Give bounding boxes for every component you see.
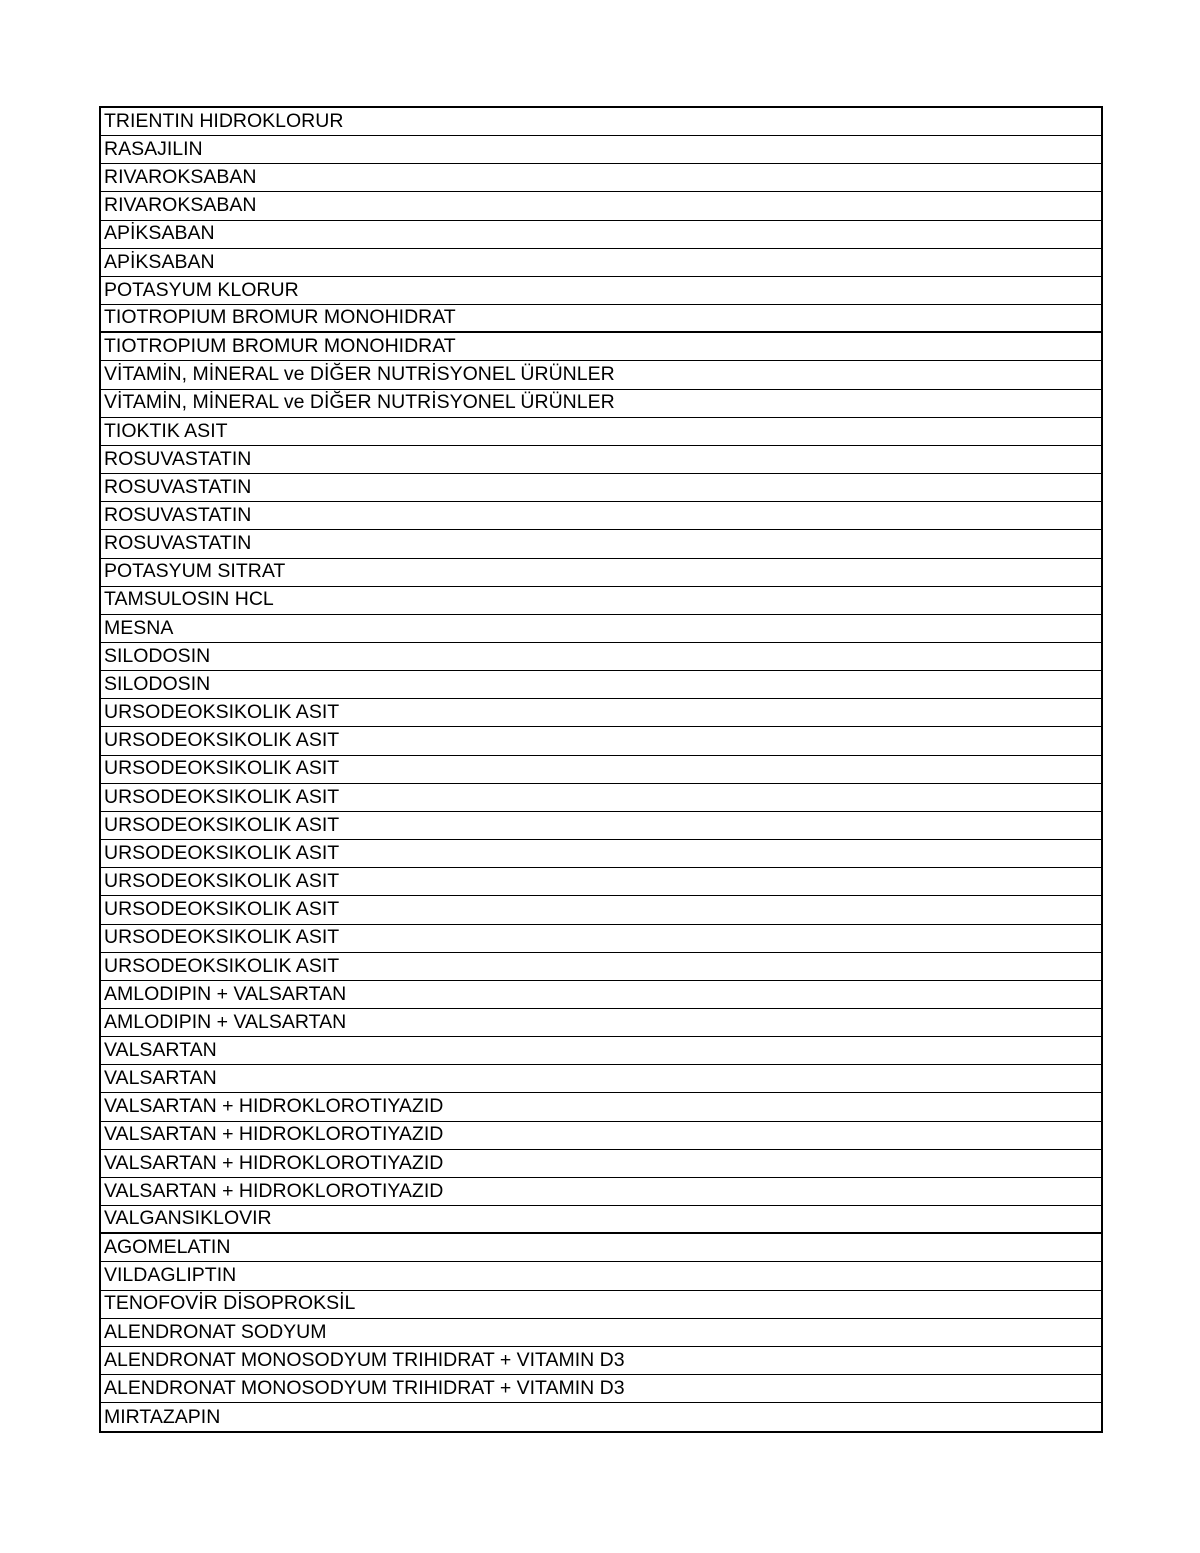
table-cell: VİTAMİN, MİNERAL ve DİĞER NUTRİSYONEL ÜRÜNLER <box>104 363 615 386</box>
table-cell: ALENDRONAT MONOSODYUM TRIHIDRAT + VITAMIN D3 <box>104 1376 625 1399</box>
table-row <box>101 559 1101 587</box>
table-row <box>101 1009 1101 1037</box>
table-row <box>101 587 1101 615</box>
table-row <box>101 727 1101 755</box>
table-cell: VALSARTAN <box>104 1038 217 1061</box>
table-cell: VALSARTAN + HIDROKLOROTIYAZID <box>104 1151 444 1174</box>
table-row <box>101 1178 1101 1206</box>
table-row <box>101 249 1101 277</box>
table-row <box>101 390 1101 418</box>
table-cell: URSODEOKSIKOLIK ASIT <box>104 954 340 977</box>
table-row <box>101 756 1101 784</box>
table-row <box>101 1234 1101 1262</box>
table-cell: AMLODIPIN + VALSARTAN <box>104 1010 347 1033</box>
table-row <box>101 192 1101 220</box>
table-row <box>101 812 1101 840</box>
table-row <box>101 699 1101 727</box>
table-row <box>101 1065 1101 1093</box>
table-cell: URSODEOKSIKOLIK ASIT <box>104 813 340 836</box>
table-row <box>101 1150 1101 1178</box>
table-row <box>101 1093 1101 1121</box>
table-cell: VALSARTAN <box>104 1067 217 1090</box>
table-row <box>101 671 1101 699</box>
table-cell: TIOTROPIUM BROMUR MONOHIDRAT <box>104 335 456 358</box>
table-cell: ALENDRONAT MONOSODYUM TRIHIDRAT + VITAMIN D3 <box>104 1348 625 1371</box>
table-row <box>101 1403 1101 1431</box>
table-cell: SILODOSIN <box>104 644 211 667</box>
table-row <box>101 305 1101 333</box>
table-cell: VALSARTAN + HIDROKLOROTIYAZID <box>104 1095 444 1118</box>
table-cell: URSODEOKSIKOLIK ASIT <box>104 870 340 893</box>
table-cell: TIOTROPIUM BROMUR MONOHIDRAT <box>104 306 456 329</box>
table-cell: AGOMELATIN <box>104 1236 231 1259</box>
table-row <box>101 1347 1101 1375</box>
table-row <box>101 1291 1101 1319</box>
table-cell: VALSARTAN + HIDROKLOROTIYAZID <box>104 1179 444 1202</box>
table-row <box>101 1037 1101 1065</box>
table-row <box>101 868 1101 896</box>
table-row <box>101 615 1101 643</box>
table-cell: RASAJILIN <box>104 137 203 160</box>
table-row <box>101 418 1101 446</box>
table-cell: VALSARTAN + HIDROKLOROTIYAZID <box>104 1123 444 1146</box>
table-cell: URSODEOKSIKOLIK ASIT <box>104 729 340 752</box>
table-row <box>101 925 1101 953</box>
table-cell: SILODOSIN <box>104 672 211 695</box>
table-row <box>101 784 1101 812</box>
table-row <box>101 446 1101 474</box>
table-row <box>101 530 1101 558</box>
table-cell: URSODEOKSIKOLIK ASIT <box>104 785 340 808</box>
table-cell: ROSUVASTATIN <box>104 504 252 527</box>
table-cell: TIOKTIK ASIT <box>104 419 228 442</box>
table-cell: VİTAMİN, MİNERAL ve DİĞER NUTRİSYONEL ÜRÜNLER <box>104 391 615 414</box>
table-cell: APİKSABAN <box>104 250 215 273</box>
table-row <box>101 108 1101 136</box>
table-cell: VILDAGLIPTIN <box>104 1264 237 1287</box>
table-row <box>101 896 1101 924</box>
table-cell: RIVAROKSABAN <box>104 166 257 189</box>
table-row <box>101 164 1101 192</box>
table-cell: TENOFOVİR DİSOPROKSİL <box>104 1292 356 1315</box>
table-cell: POTASYUM KLORUR <box>104 278 299 301</box>
table-row <box>101 502 1101 530</box>
table-cell: ALENDRONAT SODYUM <box>104 1320 327 1343</box>
table-row <box>101 361 1101 389</box>
table-row <box>101 953 1101 981</box>
table-cell: URSODEOKSIKOLIK ASIT <box>104 757 340 780</box>
table-row <box>101 1319 1101 1347</box>
table-cell: URSODEOKSIKOLIK ASIT <box>104 898 340 921</box>
table-row <box>101 333 1101 361</box>
table-cell: ROSUVASTATIN <box>104 447 252 470</box>
table-row <box>101 221 1101 249</box>
table-cell: VALGANSIKLOVIR <box>104 1207 272 1230</box>
table-row <box>101 1375 1101 1403</box>
table-cell: POTASYUM SITRAT <box>104 560 286 583</box>
table-cell: URSODEOKSIKOLIK ASIT <box>104 926 340 949</box>
table-cell: MIRTAZAPIN <box>104 1405 221 1428</box>
table-cell: MESNA <box>104 616 174 639</box>
table-row <box>101 643 1101 671</box>
table-row <box>101 1206 1101 1234</box>
table-cell: URSODEOKSIKOLIK ASIT <box>104 841 340 864</box>
table-row <box>101 840 1101 868</box>
table-row <box>101 981 1101 1009</box>
table-cell: URSODEOKSIKOLIK ASIT <box>104 701 340 724</box>
table-cell: ROSUVASTATIN <box>104 532 252 555</box>
table-row <box>101 1262 1101 1290</box>
table-cell: AMLODIPIN + VALSARTAN <box>104 982 347 1005</box>
drug-list-table <box>99 106 1103 1433</box>
table-row <box>101 136 1101 164</box>
table-row <box>101 474 1101 502</box>
table-cell: TRIENTIN HIDROKLORUR <box>104 109 344 132</box>
table-cell: RIVAROKSABAN <box>104 194 257 217</box>
table-cell: TAMSULOSIN HCL <box>104 588 274 611</box>
table-row <box>101 277 1101 305</box>
table-row <box>101 1122 1101 1150</box>
table-cell: ROSUVASTATIN <box>104 475 252 498</box>
table-cell: APİKSABAN <box>104 222 215 245</box>
